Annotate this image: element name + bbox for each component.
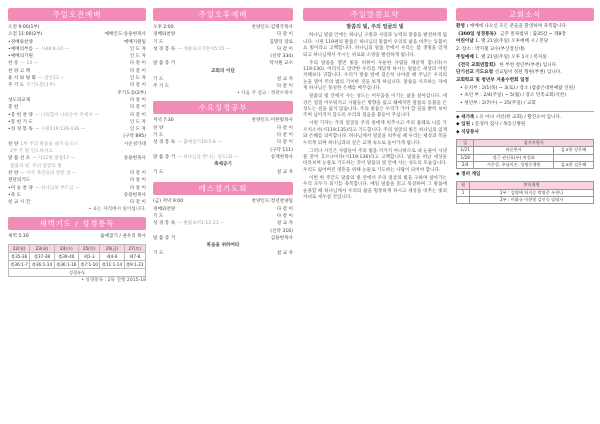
- order-item-leader: 다 같 이: [129, 178, 146, 184]
- order-item-leader: 다 같 이: [276, 140, 293, 146]
- morning-service-times: [8, 24, 146, 39]
- order-row: [153, 132, 293, 139]
- bible-reading-table: [8, 244, 146, 277]
- order-row: [8, 112, 146, 119]
- afternoon-service-time: [153, 24, 293, 31]
- order-item-label: 오전 11:00(2부): [8, 32, 43, 38]
- order-item-leader: 송재천목사: [270, 154, 293, 160]
- order-item-detail: [8, 133, 123, 140]
- order-item-label: •미 승 찬 양: [8, 185, 33, 191]
- order-item-leader: 다 같 이: [129, 170, 146, 176]
- order-item-label: 기 도: [153, 214, 164, 220]
- order-row: [153, 213, 293, 220]
- order-item-label: •축 도: [8, 192, 22, 198]
- table-cell: 2부 : 이화규 이한빛 김인숙 임영자: [470, 196, 594, 203]
- order-item-detail: [43, 31, 105, 38]
- order-item-leader: 다 같 이: [129, 68, 146, 74]
- order-row: [8, 126, 146, 133]
- order-item-detail: [174, 24, 252, 31]
- order-item-detail: [153, 147, 270, 154]
- order-row: [8, 53, 146, 60]
- column-morning-service: [8, 8, 146, 285]
- table-cell: [457, 196, 470, 203]
- order-item-label: 성 경 봉 독: [153, 140, 176, 146]
- order-row: [153, 169, 293, 176]
- order-row: [153, 250, 293, 257]
- offering-table: 월 봉헌위원 1 1부 : 김명애 허지승 박영준 우현나 2부 : 이화규 이한빛 김인숙 임영자: [456, 181, 594, 204]
- order-row: [153, 235, 293, 242]
- order-item-label: 성 경 봉 독: [153, 46, 176, 52]
- order-row: [8, 60, 146, 67]
- sermon-paragraph: 하나님 말씀 안에는 하나님 구원과 사랑과 능력의 말씀을 발견하게 됩니다. 시편 119편의 말씀은 하나님의 말씀이 우리의 삶을 비추는 등불이요 빛이라고 고백합니다. 하나님의 말씀 안에서 우리는 참 생명을 얻게 되고 하나님께서 주시는 위로와 소망을 발견하게 됩니다.: [303, 33, 447, 58]
- order-row: [8, 170, 146, 177]
- reading-range: 레7-8: [124, 252, 145, 260]
- sermon-paragraph: 시편 기자는 주의 얼굴을 주의 종에게 비추시고 주의 율례로 나를 가르치소서(시119:135)라고 기도합니다. 주의 얼굴의 빛은 하나님의 임재와 은혜를 의미합니다. 하나님께서 얼굴을 비추실 때 우리는 평강과 복을 누리게 되며 하나님과의 깊은 교제 속으로 들어가게 됩니다.: [303, 121, 447, 146]
- wednesday-sermon-title: 축제공기: [214, 162, 232, 168]
- order-item-label: •봉 헌 기 도: [8, 119, 33, 125]
- order-item-detail: [30, 199, 130, 206]
- order-item-leader: 인 도 자: [129, 127, 146, 133]
- order-item-label: •봉 헌 찬 양: [8, 112, 33, 118]
- order-item-leader: (구약 895): [123, 134, 146, 140]
- order-row: [8, 192, 146, 199]
- reading-range: 레1-3: [79, 252, 100, 260]
- column-church-news: [456, 8, 594, 204]
- order-item-label: 주 기 도: [153, 84, 170, 90]
- afternoon-service-header: 주일오후예배: [153, 8, 293, 21]
- new-family-item: ◆ 새가족 : 유 아나 서선(한 교회) / 황진오씨 입니다.: [456, 114, 562, 120]
- order-item-detail: [33, 39, 124, 46]
- hospital-item: ◆ 입원 : 문경미 집사 / 목동산병원: [456, 122, 526, 128]
- dawn-leader: 출애굽기 / 권우리 목사: [100, 234, 146, 240]
- order-item-detail: — 하나님을 만나는 성도(3) —: [177, 154, 239, 160]
- order-item-label: 주 기 도: [8, 83, 25, 89]
- order-row: [153, 154, 293, 161]
- divider: [456, 111, 594, 112]
- sermon-paragraph: 말씀의 빛 안에서 사는 성도는 어두움을 이기는 삶을 살아갑니다. 세상은 점점 어두워지고 사람들은 방향을 잃고 헤매지만 말씀의 등불을 든 성도는 길을 잃지 않습니다. 주의 말씀은 우리가 가야 할 길을 밝히 보여주며 넘어지지 않도록 우리의 걸음을 붙들어 주십니다.: [303, 94, 447, 119]
- order-row: [153, 39, 293, 46]
- order-item-leader: 다 같 이: [276, 84, 293, 90]
- order-row: [153, 220, 293, 227]
- order-item-label: 봉 헌: [8, 105, 19, 111]
- order-item-detail: [30, 97, 130, 104]
- order-row: [8, 163, 146, 170]
- order-item-leader: 다 같 이: [276, 132, 293, 138]
- order-item-detail: [163, 132, 276, 139]
- order-row: [8, 199, 146, 206]
- meal-service-subheading: ◆ 식당봉사: [456, 130, 479, 136]
- afternoon-service-order: [153, 31, 293, 67]
- order-row: [8, 104, 146, 111]
- table-cell: 시온성, 주님의손, 성명동행원: [474, 162, 554, 169]
- order-item-detail: [174, 117, 252, 124]
- order-item-label: 말 씀 선 포: [8, 156, 31, 162]
- ezekiel-prayer-closing: [153, 250, 293, 257]
- table-cell: 정근 권선호(부) 여성회: [474, 154, 554, 161]
- order-item-detail: [153, 228, 270, 235]
- order-item-leader: 다 같 이: [276, 206, 293, 212]
- order-row: [8, 31, 146, 38]
- order-row: [8, 39, 146, 46]
- table-cell: 김교한 강은혜: [553, 147, 593, 154]
- order-item-detail: [153, 53, 270, 60]
- wednesday-study-header: 수요성경공부: [153, 101, 293, 114]
- order-item-leader: 예배인도:송용현목사: [104, 32, 146, 38]
- order-item-leader: 인 도 자: [129, 119, 146, 125]
- dawn-time: 새벽 5:30: [8, 234, 29, 240]
- order-item-detail: [175, 31, 277, 38]
- order-item-detail: — 빌립보서1:12-21 —: [177, 221, 225, 227]
- news-item: 《전국 교회연합회》 한 부천 청년부(부천) 입니다.: [456, 62, 558, 68]
- dawn-prayer-header: 새벽기도 / 성경통독: [8, 217, 146, 230]
- order-row: [153, 24, 293, 31]
- order-item-detail: [30, 68, 130, 75]
- table-cell: 바른봉사: [474, 147, 554, 154]
- news-item: 어린이날 1. 별 21일(주일) 오후예배 시 / 본당: [456, 39, 549, 45]
- wednesday-study-order: [153, 117, 293, 161]
- order-item-label: 친 교 시 간: [8, 200, 31, 206]
- order-item-detail: — 하나님의 부르심 —: [34, 185, 80, 191]
- order-item-leader: 다 같 이: [129, 83, 146, 89]
- order-row: [153, 206, 293, 213]
- news-list: [456, 24, 594, 77]
- order-item-detail: — 나의힘이 나의손이 주에서 —: [34, 112, 99, 118]
- order-item-leader: 찬양인도:청년찬양팀: [251, 199, 293, 205]
- table-cell: [553, 154, 593, 161]
- morning-service-order: [8, 39, 146, 207]
- order-item-detail: — 사11편 말씀17 —: [32, 156, 76, 162]
- order-item-label: 기 도: [153, 132, 164, 138]
- order-item-leader: 김용현목사: [270, 235, 293, 241]
- order-row: [8, 68, 146, 75]
- order-row: [153, 147, 293, 154]
- order-item-leader: 찬양인도:김명국목사: [251, 25, 293, 30]
- camp-item: • 유치부 : 2/1(목) ~ 3(토) / 장소 (참좋은대한예닮 인원): [460, 85, 575, 91]
- order-item-detail: [40, 24, 146, 31]
- sermon-summary-header: 주일말씀요약: [303, 8, 447, 21]
- sermon-paragraph: 이번 한 주간도 말씀의 빛 안에서 주의 얼굴의 빛을 구하며 살아가는 우리 모두가 되기를 축복합니다. 매일 말씀을 읽고 묵상하며 그 말씀에 순종할 때 하나님께서 우리의 삶을 형통하게 하시고 세상을 비추는 빛의 자녀로 세우실 것입니다.: [303, 175, 447, 201]
- order-item-leader: 설 교 자: [276, 221, 293, 227]
- order-item-detail: — 이주 목진들의 앞만 살 —: [20, 170, 77, 176]
- reading-range: 출35-36: [9, 252, 30, 260]
- order-item-label: 말 씀 증 거: [153, 61, 176, 67]
- ezekiel-prayer-order: [153, 198, 293, 242]
- order-item-label: 경배와찬양: [153, 206, 176, 212]
- order-item-label: •예배의부름: [8, 46, 33, 52]
- reading-day: 25(목): [79, 244, 100, 252]
- reading-day: 23(화): [30, 244, 54, 252]
- order-item-label: 기 도: [153, 170, 164, 176]
- bible-reading-note: • 성경통독 : 2독 진행 2015-18: [81, 277, 146, 283]
- meal-row: [457, 154, 594, 161]
- order-item-leader: 설 교 자: [276, 251, 293, 257]
- morning-service-header: 주일오전예배: [8, 8, 146, 21]
- order-item-leader: 다 같 이: [129, 97, 146, 103]
- order-item-leader: (구약 111): [270, 147, 293, 153]
- table-cell: 1/21: [457, 147, 474, 154]
- reading-day: 26(금): [100, 244, 124, 252]
- order-item-label: 저녁 7:30: [153, 118, 174, 124]
- standing-note: • 표는 자리에서 일어섭니다.: [88, 207, 146, 213]
- order-row: [153, 83, 293, 90]
- ezekiel-prayer-header: 에스겔기도회: [153, 182, 293, 195]
- order-item-leader: 다 같 이: [276, 214, 293, 220]
- order-item-detail: — 출애굽기19:5-6 —: [177, 140, 222, 146]
- order-item-label: •예배의기원: [8, 54, 33, 60]
- order-item-leader: 송용현목사: [123, 156, 146, 162]
- offering-row: [457, 196, 594, 203]
- order-item-detail: [21, 192, 124, 199]
- camp-item: • 초년 부 : 2/4(주일) ~ 5(월) / 장소 민족교회(석찬): [460, 93, 566, 99]
- column-sermon-summary: [303, 8, 447, 203]
- reading-passage: 출11:1-14: [100, 260, 124, 268]
- church-news-header: 교회소식: [456, 8, 594, 21]
- order-item-leader: 인 도 자: [129, 54, 146, 60]
- table-cell: 1/28: [457, 154, 474, 161]
- reading-passage: 출36:1-14: [30, 260, 54, 268]
- order-row: [8, 82, 146, 89]
- order-item-leader: 송용현목사: [123, 192, 146, 198]
- sermon-paragraph: 그러나 시인은 사람들이 주의 법을 지키지 아니하므로 내 눈물이 시냇물 같이 흐르나이다(시119:136)라고 고백합니다. 말씀을 떠난 세상을 바라보며 눈물로 기도하는 것이 말씀의 빛 안에 사는 성도의 모습입니다. 우리도 잃어버린 영혼을 위해 눈물로 기도하는 사람이 되어야 합니다.: [303, 148, 447, 173]
- order-item-detail: [163, 250, 276, 257]
- order-item-detail: 말씀과 빛, 주의 얼굴의 빛: [10, 163, 62, 169]
- order-item-label: 말 씀 증 거: [153, 154, 176, 160]
- order-row: [153, 76, 293, 83]
- table-cell: 김교한 김은혜: [553, 162, 593, 169]
- order-item-detail: — 사46:8-10 —: [34, 46, 70, 52]
- order-item-detail: [163, 125, 276, 132]
- sermon-title: 말씀의 빛, 주의 얼굴의 빛: [346, 24, 404, 30]
- order-item-detail: [33, 119, 130, 126]
- reading-day: 27(토): [124, 244, 145, 252]
- reading-range: 출39-40: [54, 252, 78, 260]
- order-row: [153, 53, 293, 60]
- reading-day: 24(수): [54, 244, 78, 252]
- next-week-preacher: • 다음 주 설교 : 정관수목사: [237, 91, 293, 97]
- order-row: [8, 75, 146, 82]
- order-row: [153, 198, 293, 205]
- order-item-detail: — 잠언13 —: [38, 76, 65, 82]
- order-item-label: 기 도: [153, 76, 164, 82]
- reading-passage: 출36:1-7: [10, 261, 28, 267]
- offering-subheading: ◆ 정비 게임: [456, 172, 481, 178]
- order-item-leader: 다 같 이: [129, 112, 146, 118]
- meal-service-table: 일 섬겨지원사 1/21 바른봉사 김교한 강은혜 1/28 정근 권선호(부) 여성회 2/4 시온성, 주님의손, 성명동행원 김교한 김은혜: [456, 139, 594, 170]
- order-item-label: 찬 양: [8, 141, 19, 147]
- order-row: [8, 46, 146, 53]
- order-item-detail: [183, 198, 251, 205]
- news-item: 2. 장소 : 박지철 교수(부산장신대): [456, 47, 525, 53]
- order-item-detail: [8, 90, 117, 97]
- order-item-leader: 인 도 자: [129, 76, 146, 82]
- order-row: [8, 155, 146, 162]
- order-item-detail: [175, 206, 277, 213]
- order-item-label: 찬 송: [8, 61, 19, 67]
- order-item-label: 기 도: [153, 39, 164, 45]
- order-row: [8, 185, 146, 192]
- camp-item: • 청년부 : 2/7(수) ~ 25(주일) / 교회: [460, 101, 536, 107]
- news-item: 단기선교 기도요청 선교팀이 정된 형편(부천) 입니다.: [456, 70, 562, 76]
- order-item-label: 오전 9:00(1부): [8, 25, 40, 30]
- order-row: [153, 228, 293, 235]
- order-item-leader: 다 같 이: [129, 61, 146, 67]
- order-row: [153, 117, 293, 124]
- order-item-detail: [175, 60, 269, 67]
- order-item-detail: 1부 주의 말씀을 내가 들으니: [20, 141, 78, 147]
- order-row: [153, 125, 293, 132]
- order-item-detail: — 시편119:129-136 —: [34, 127, 86, 133]
- order-item-detail: — 10 —: [20, 61, 39, 67]
- table-cell: 1: [457, 189, 470, 196]
- reading-passage: 출9:1-22: [126, 261, 144, 267]
- order-item-detail: 주기도문(1부): [26, 83, 55, 89]
- order-item-detail: [30, 177, 130, 184]
- news-item: 환영 : 예배에 나오신 모든 분들을 환영하며 축복합니다.: [456, 24, 568, 29]
- order-item-leader: (신약 316): [270, 228, 293, 234]
- order-item-label: (금) 저녁 9:00: [153, 199, 184, 205]
- order-item-detail: [18, 104, 129, 111]
- order-item-detail: [163, 76, 276, 83]
- reading-passage: 출36:1-16: [54, 260, 78, 268]
- order-item-leader: 다 같 이: [129, 200, 146, 206]
- order-item-label: •성 경 봉 독: [8, 127, 33, 133]
- order-item-detail: [163, 169, 276, 176]
- order-item-detail: [163, 213, 276, 220]
- order-item-leader: 시온성가대: [123, 141, 146, 147]
- afternoon-service-closing: [153, 76, 293, 91]
- order-item-leader: 다 같 이: [276, 46, 293, 52]
- wednesday-study-closing: [153, 169, 293, 176]
- reading-range: 출37-38: [30, 252, 54, 260]
- camp-schedule: [456, 86, 594, 108]
- friday-sermon-title: 복음을 위하여라: [206, 243, 240, 249]
- order-item-leader: (신약 334): [270, 54, 293, 60]
- order-row: [153, 46, 293, 53]
- order-row: [153, 60, 293, 67]
- order-row: [8, 97, 146, 104]
- order-item-leader: 설 교 자: [276, 170, 293, 176]
- order-item-label: 용 서 와 평 화: [8, 76, 37, 82]
- order-item-label: 성도의교제: [8, 97, 31, 103]
- order-row: [8, 133, 146, 140]
- order-item-leader: 예배지원팀: [123, 39, 146, 45]
- order-item-label: •경배와찬양: [8, 39, 33, 45]
- order-item-label: 성 경 봉 독: [153, 221, 176, 227]
- order-item-detail: [163, 39, 269, 46]
- order-item-label: 결단의기도: [8, 178, 31, 184]
- order-row: [153, 139, 293, 146]
- order-item-detail: — 데살로니가전서5:15 —: [177, 46, 231, 52]
- order-item-leader: 다 같 이: [276, 125, 293, 131]
- order-row: [8, 177, 146, 184]
- order-item-leader: 인 도 자: [129, 46, 146, 52]
- offering-row: [457, 189, 594, 196]
- order-row: [8, 119, 146, 126]
- order-row: [153, 31, 293, 38]
- order-item-leader: 다 같 이: [276, 32, 293, 38]
- meal-row: [457, 147, 594, 154]
- sermon-paragraph: 주의 말씀을 열면 빛을 비취어 우둔한 사람을 깨닫게 합니다(시119:130). 어리석고 연약한 우리를 깨닫게 하시는 말씀은 세상의 어떤 지혜보다 귀합니다. 우리가 말씀 앞에 겸손히 나아갈 때 주님은 우리의 눈을 열어 주의 법의 기이한 것을 보게 하십니다. 말씀을 사모하는 자에게 하나님은 풍성한 은혜를 베푸십니다.: [303, 60, 447, 92]
- camp-subheading: 교회학교 및 청년부 겨울수련회 일정: [456, 77, 529, 83]
- order-item-label: 말 씀 증 거: [153, 235, 176, 241]
- order-item-label: 오후 2:00: [153, 25, 174, 30]
- order-item-leader: 다 같 이: [129, 105, 146, 111]
- order-row: [8, 24, 146, 31]
- reading-passage: 출7:1-10: [80, 261, 98, 267]
- dawn-prayer-info: [8, 233, 146, 240]
- reading-table-footer: 성경통독: [9, 268, 146, 276]
- order-item-label: 기 도: [153, 251, 164, 257]
- afternoon-sermon-title: 교회의 이단: [211, 68, 235, 74]
- order-row: [8, 141, 146, 148]
- order-item-leader: 탁지원 교수: [269, 61, 293, 67]
- order-item-label: 찬 양 고 백: [8, 68, 31, 74]
- table-cell: 1부 : 김명애 허지승 박영준 우현나: [470, 189, 594, 196]
- reading-day: 22(월): [9, 244, 30, 252]
- order-item-detail: 2부 주 말 인도하셔요: [10, 149, 53, 155]
- order-item-detail: [33, 53, 130, 60]
- order-item-label: 경배와찬양: [153, 32, 176, 38]
- order-item-leader: 설 교 자: [276, 76, 293, 82]
- order-item-label: 찬 양: [8, 170, 19, 176]
- reading-range: 레4-6: [100, 252, 124, 260]
- order-item-leader: 다 같 이: [129, 185, 146, 191]
- order-item-leader: 김명덕 장로: [269, 39, 293, 45]
- sermon-body: [303, 33, 447, 201]
- meal-row: [457, 162, 594, 169]
- order-item-label: 찬 양: [153, 125, 164, 131]
- order-row: [8, 90, 146, 97]
- news-item: 《300일 성경통독》 금주 통독범위 : 출35장 ~ 레8장: [456, 31, 566, 37]
- order-item-detail: [169, 83, 277, 90]
- column-afternoon-service: [153, 8, 293, 258]
- order-item-leader: 찬양인도:이한빛목사: [251, 118, 293, 124]
- table-cell: 2/4: [457, 162, 474, 169]
- news-item: 주일예배 1. 별 21일(주일) 오후 1시 / 복지실: [456, 54, 547, 60]
- order-item-detail: [175, 235, 271, 242]
- order-item-leader: 주기도송(2부): [117, 90, 146, 96]
- order-row: [8, 148, 146, 155]
